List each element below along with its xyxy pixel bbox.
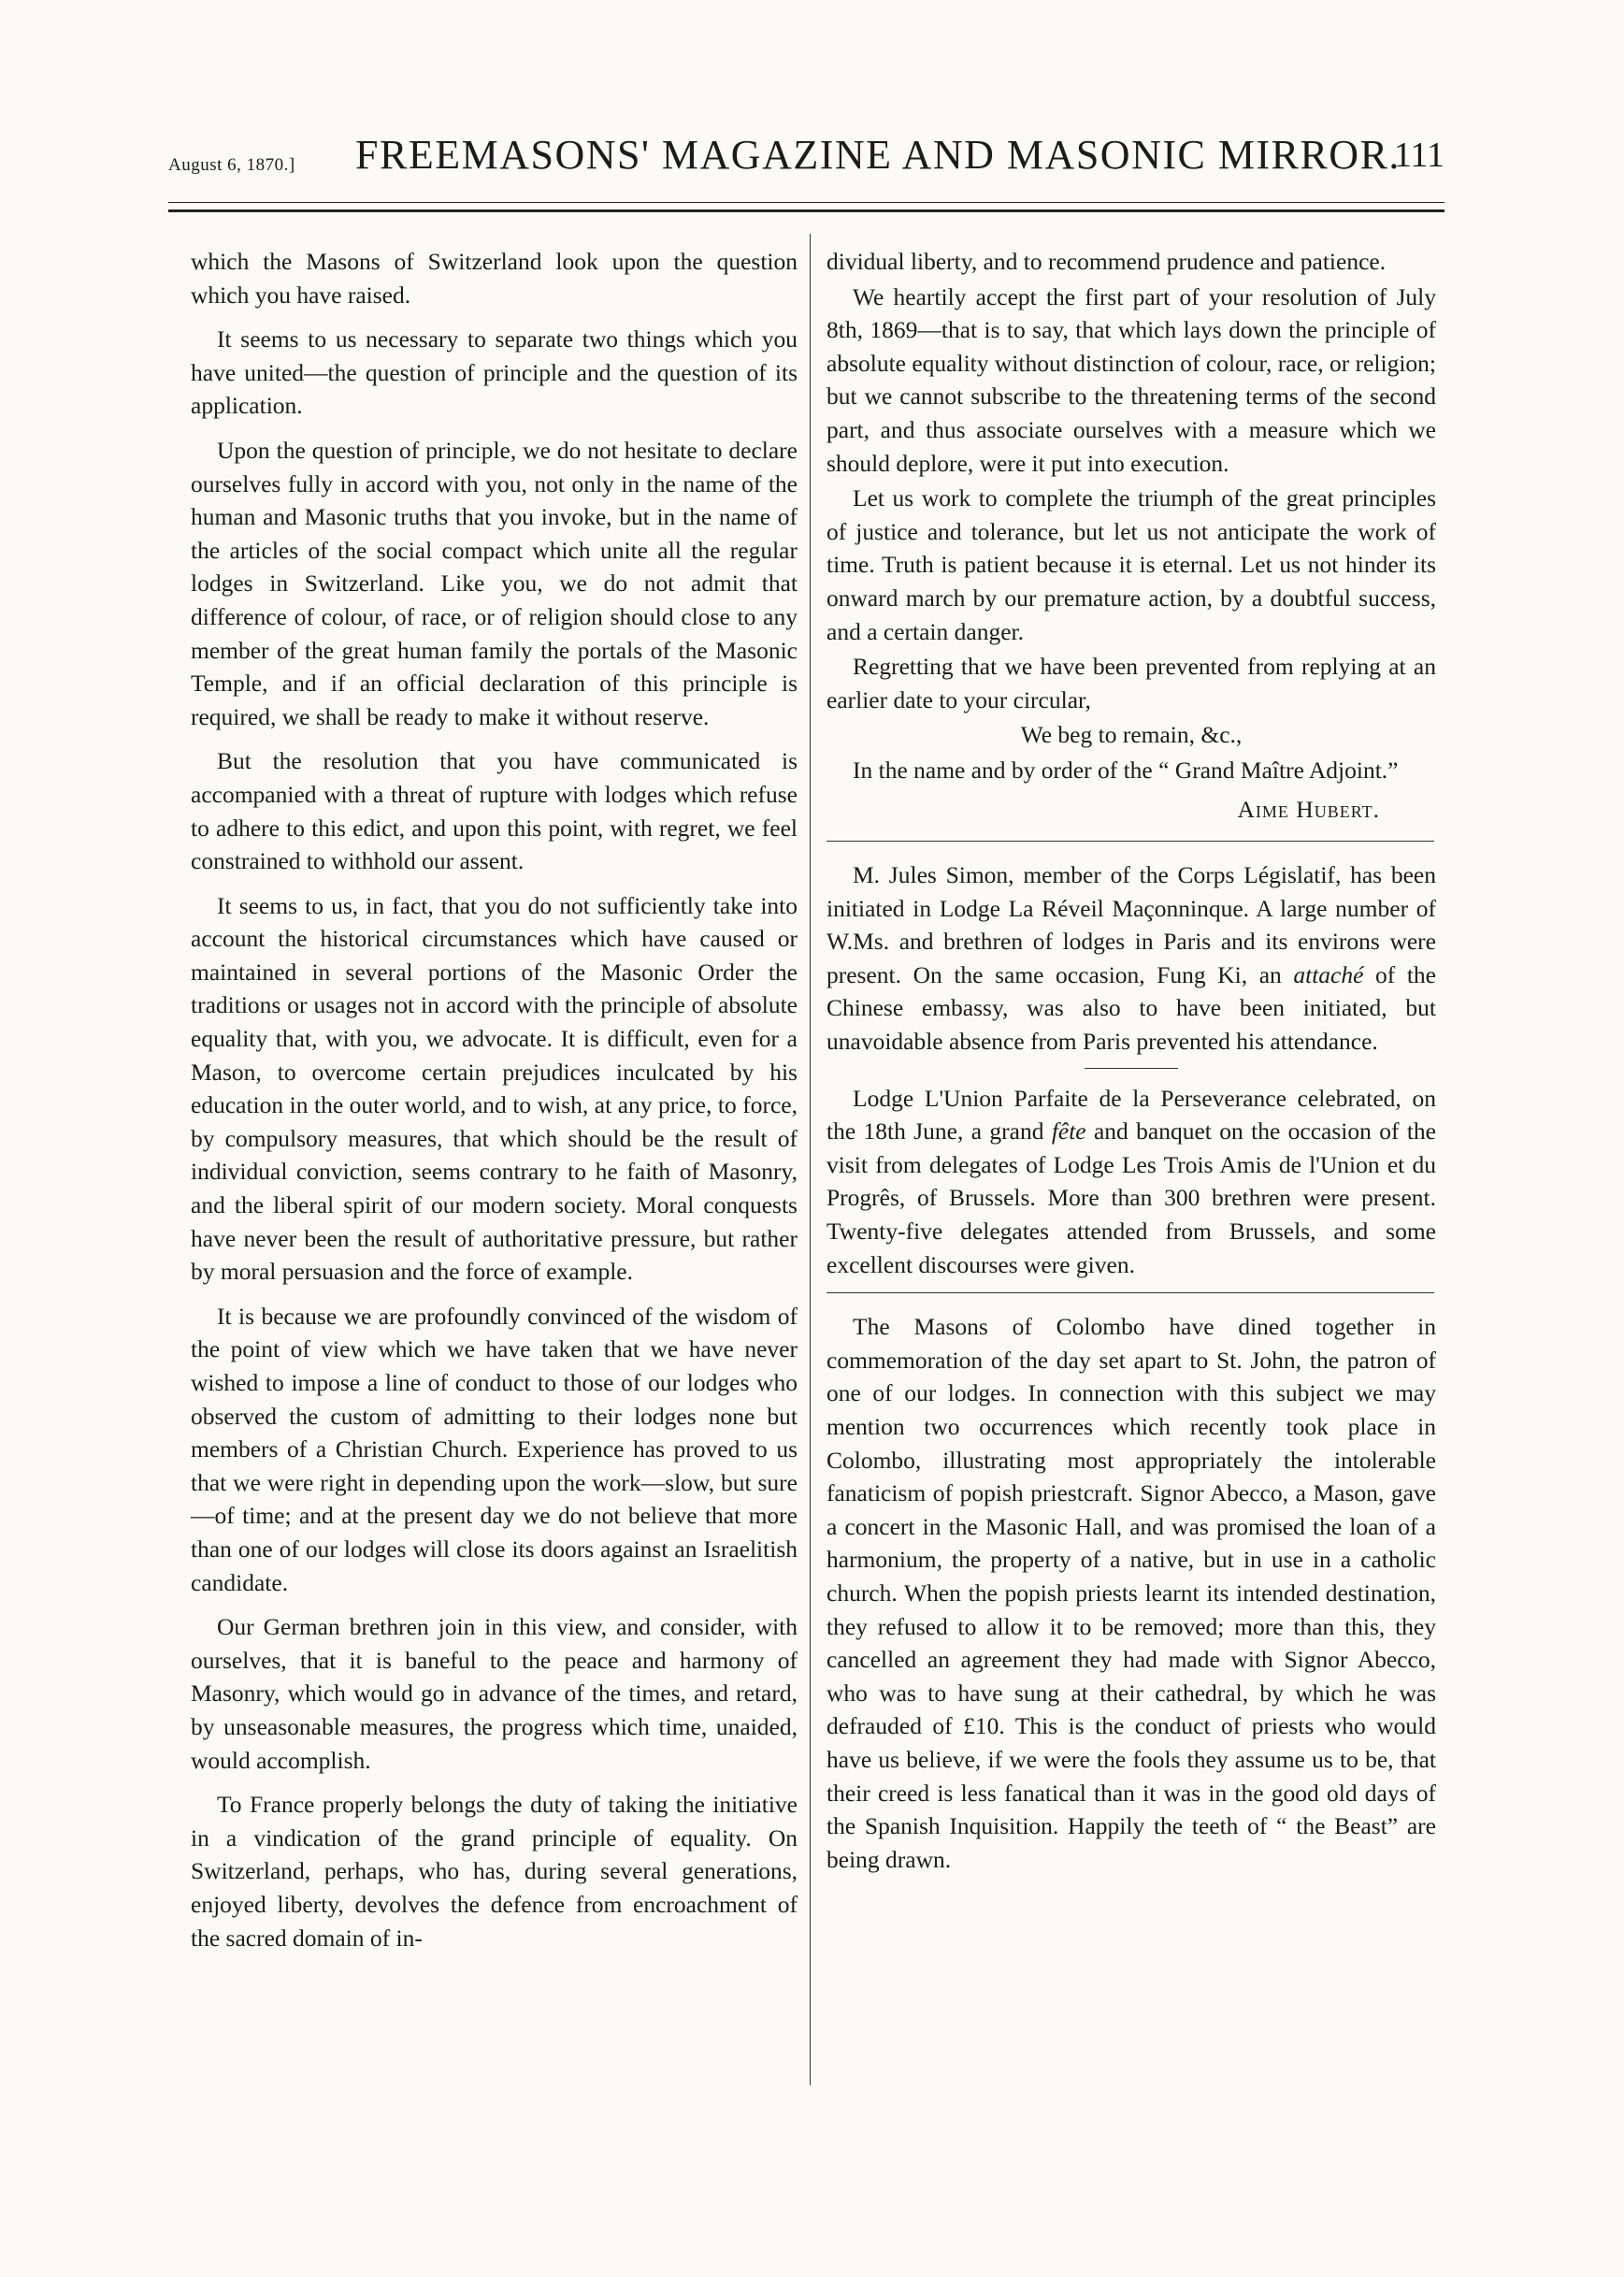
- news-item-union-parfaite: [826, 1082, 1436, 1282]
- news-text: of the Chinese embassy, was also to have been initiated, but unavoidable absence from Paris prevented his attendance.: [826, 960, 1437, 1056]
- paragraph: which the Masons of Switzerland look upon the question which you have raised.: [191, 248, 798, 309]
- page-number: 111: [1393, 136, 1444, 175]
- signature: Aime Hubert.: [1237, 795, 1380, 823]
- right-column: [826, 245, 1436, 1878]
- section-rule: [826, 1292, 1434, 1293]
- closing-line: We beg to remain, &c.,: [1020, 721, 1243, 749]
- news-text: M. Jules Simon, member of the Corps Législatif, has been initiated in Lodge La Réveil Maçonninque. A large number of W.Ms. and brethren of lodges in Paris and its environs were present. On the same occasion, Fung Ki, an: [826, 861, 1436, 988]
- news-text: and banquet on the occasion of the visit from delegates of Lodge Les Trois Amis de l'Union et du Progrês, of Brussels. More than 300 brethren were present. Twenty-five delegates attended from Brussels, and some excellent discourses were given.: [826, 1117, 1436, 1278]
- page-header: [168, 127, 1444, 193]
- header-rule-thin: [168, 202, 1444, 203]
- paragraph: Regretting that we have been prevented from replying at an earlier date to your circular,: [826, 653, 1436, 713]
- issue-date: August 6, 1870.]: [168, 155, 295, 175]
- magazine-title: FREEMASONS' MAGAZINE AND MASONIC MIRROR.: [355, 132, 1401, 178]
- paragraph: Our German brethren join in this view, and consider, with ourselves, that it is baneful to the peace and harmony of Masonry, which would go in advance of the times, and retard, by unseasonable measures, the progress which time, unaided, would accomplish.: [191, 1613, 798, 1774]
- paragraph: In the name and by order of the “ Grand Maître Adjoint.”: [853, 756, 1399, 784]
- left-column: [191, 245, 798, 1966]
- paragraph: Let us work to complete the triumph of the great principles of justice and tolerance, but let us not anticipate the work of time. Truth is patient because it is eternal. Let us not hinder its onward march by our premature action, by a doubtful success, and a certain danger.: [826, 484, 1436, 645]
- news-item-colombo: The Masons of Colombo have dined together in commemoration of the day set apart to St. John, the patron of one of our lodges. In connection with this subject we may mention two occurrences which recently took place in Colombo, illustrating most appropriately the intolerable fanaticism of popish priestcraft. Signor Abecco, a Mason, gave a concert in the Masonic Hall, and was promised the loan of a harmonium, the property of a native, but in use in a catholic church. When the popish priests learnt its intended destination, they refused to allow it to be removed; more than this, they cancelled an agreement they had made with Signor Abecco, who was to have sung at their cathedral, by which he was defrauded of £10. This is the conduct of priests who would have us believe, if we were the fools they assume us to be, that their creed is less fanatical than it was in the good old days of the Spanish Inquisition. Happily the teeth of “ the Beast” are being drawn.: [826, 1313, 1436, 1873]
- paragraph: dividual liberty, and to recommend prudence and patience.: [826, 248, 1387, 275]
- paragraph: But the resolution that you have communicated is accompanied with a threat of rupture with lodges which refuse to adhere to this edict, and upon this point, with regret, we feel constrained to withhold our assent.: [191, 747, 798, 875]
- section-rule: [826, 841, 1434, 842]
- paragraph: We heartily accept the first part of your resolution of July 8th, 1869—that is to say, that which lays down the principle of absolute equality without distinction of colour, race, or religion; but we cannot subscribe to the threatening terms of the second part, and thus associate ourselves with a measure which we should deplore, were it put into execution.: [826, 282, 1436, 477]
- news-text: Lodge L'Union Parfaite de la Perseverance celebrated, on the 18th June, a grand: [826, 1084, 1436, 1146]
- short-separator: [1085, 1068, 1178, 1069]
- news-item-jules-simon: [826, 858, 1436, 1059]
- paragraph: To France properly belongs the duty of taking the initiative in a vindication of the grand principle of equality. On Switzerland, perhaps, who has, during several generations, enjoyed liberty, devolves the defence from encroachment of the sacred domain of in-: [191, 1791, 798, 1952]
- paragraph: Upon the question of principle, we do not hesitate to declare ourselves fully in accord with you, not only in the name of the human and Masonic truths that you invoke, but in the name of the articles of the social compact which unite all the regular lodges in Switzerland. Like you, we do not admit that difference of colour, of race, or of religion should close to any member of the great human family the portals of the Masonic Temple, and if an official declaration of this principle is required, we shall be ready to make it without reserve.: [191, 436, 798, 730]
- column-divider: [810, 234, 811, 2085]
- paragraph: It seems to us, in fact, that you do not sufficiently take into account the historical circumstances which have caused or maintained in several portions of the Masonic Order the traditions or usages not in accord with the principle of absolute equality that, with you, we advocate. It is difficult, even for a Mason, to overcome certain prejudices inculcated by his education in the outer world, and to wish, at any price, to force, by compulsory measures, that which should be the result of individual conviction, seems contrary to he faith of Masonry, and the liberal spirit of our modern society. Moral conquests have never been the result of authoritative pressure, but rather by moral persuasion and the force of example.: [191, 891, 798, 1286]
- paragraph: It seems to us necessary to separate two things which you have united—the question of principle and the question of its application.: [191, 325, 798, 420]
- header-rule-thick: [168, 209, 1444, 212]
- news-italic: fête: [1051, 1117, 1086, 1146]
- news-italic: attaché: [1293, 960, 1364, 988]
- paragraph: It is because we are profoundly convinced of the wisdom of the point of view which we have taken that we have never wished to impose a line of conduct to those of our lodges who observed the custom of admitting to their lodges none but members of a Christian Church. Experience has proved to us that we were right in depending upon the work—slow, but sure—of time; and at the present day we do not believe that more than one of our lodges will close its doors against an Israelitish candidate.: [191, 1302, 798, 1596]
